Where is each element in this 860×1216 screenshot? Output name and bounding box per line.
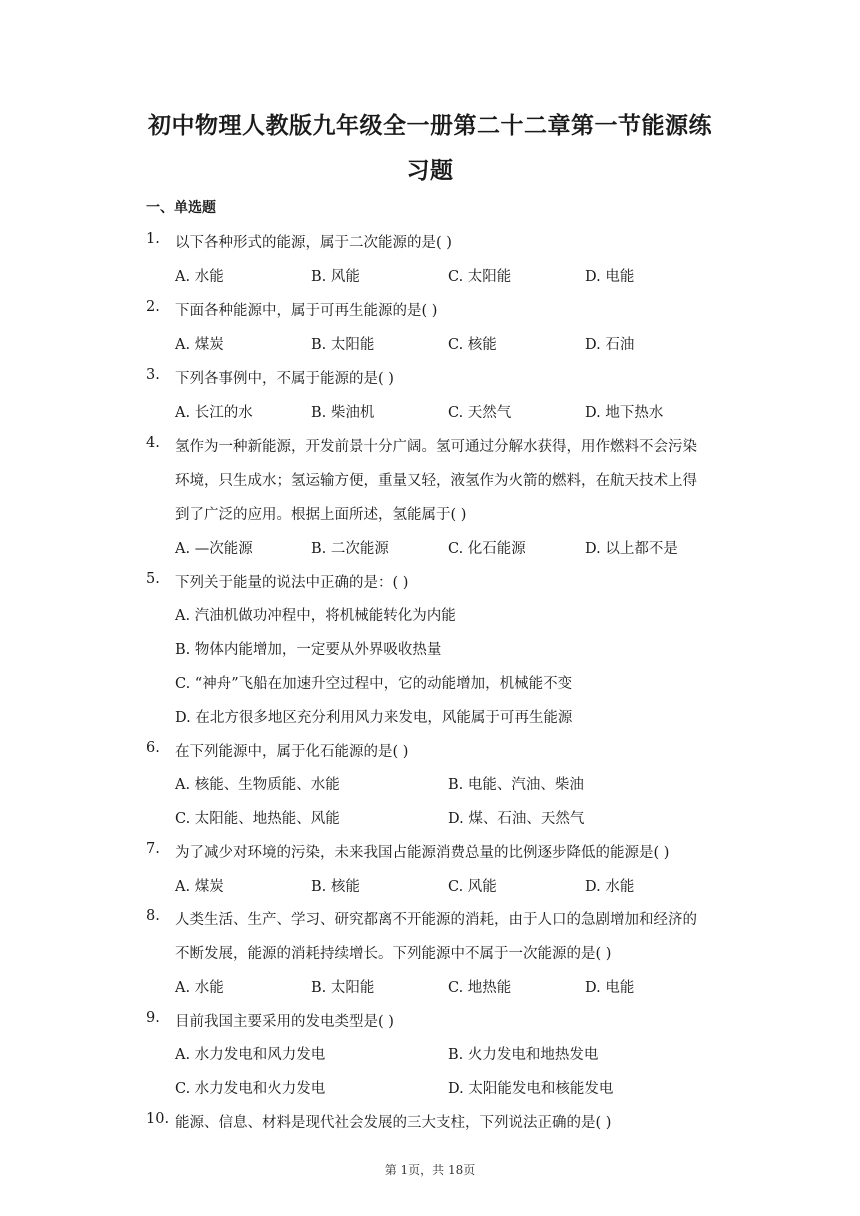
question-text: 不断发展，能源的消耗持续增长。下列能源中不属于一次能源的是( ) (175, 946, 612, 962)
question-text: 下列各事例中，不属于能源的是( ) (175, 371, 394, 387)
option-a: A. 水力发电和风力发电 (175, 1047, 326, 1063)
option-c: C. “神舟”飞船在加速升空过程中，它的动能增加，机械能不变 (175, 676, 573, 692)
option-d: D. 在北方很多地区充分利用风力来发电，风能属于可再生能源 (175, 710, 573, 726)
option-b: B. 太阳能 (311, 980, 375, 996)
question-text: 到了广泛的应用。根据上面所述，氢能属于( ) (175, 507, 467, 523)
option-d: D. 石油 (585, 337, 635, 353)
option-d: D. 煤、石油、天然气 (448, 811, 585, 827)
option-c: C. 核能 (448, 337, 497, 353)
question-text: 目前我国主要采用的发电类型是( ) (175, 1014, 394, 1030)
question-text: 氢作为一种新能源，开发前景十分广阔。氢可通过分解水获得，用作燃料不会污染 (175, 439, 697, 455)
option-a: A. 核能、生物质能、水能 (175, 777, 340, 793)
option-d: D. 以上都不是 (585, 541, 678, 557)
question-text: 环境，只生成水；氢运输方便，重量又轻，液氢作为火箭的燃料，在航天技术上得 (175, 473, 697, 489)
question-number: 10. (146, 1111, 170, 1127)
option-a: A. 水能 (175, 269, 224, 285)
option-c: C. 太阳能 (448, 269, 512, 285)
doc-title-line2: 习题 (406, 157, 454, 184)
option-a: A. —次能源 (175, 541, 253, 557)
option-b: B. 核能 (311, 879, 360, 895)
option-d: D. 太阳能发电和核能发电 (448, 1081, 614, 1097)
question-number: 2. (146, 299, 160, 315)
option-a: A. 煤炭 (175, 337, 224, 353)
option-c: C. 太阳能、地热能、风能 (175, 811, 340, 827)
option-a: A. 长江的水 (175, 405, 253, 421)
doc-title-line1: 初中物理人教版九年级全一册第二十二章第一节能源练 (148, 112, 712, 139)
option-a: A. 水能 (175, 980, 224, 996)
option-d: D. 地下热水 (585, 405, 664, 421)
question-text: 在下列能源中，属于化石能源的是( ) (175, 744, 409, 760)
option-b: B. 电能、汽油、柴油 (448, 777, 584, 793)
option-d: D. 水能 (585, 879, 635, 895)
option-d: D. 电能 (585, 980, 635, 996)
question-text: 下面各种能源中，属于可再生能源的是( ) (175, 303, 438, 319)
question-text: 下列关于能量的说法中正确的是：( ) (175, 575, 409, 591)
page-footer: 第 1页，共 18页 (384, 1163, 476, 1177)
option-b: B. 物体内能增加，一定要从外界吸收热量 (175, 642, 442, 658)
option-d: D. 电能 (585, 269, 635, 285)
question-text: 以下各种形式的能源，属于二次能源的是( ) (175, 235, 452, 251)
question-number: 3. (146, 367, 160, 383)
question-text: 能源、信息、材料是现代社会发展的三大支柱，下列说法正确的是( ) (175, 1115, 612, 1131)
option-b: B. 二次能源 (311, 541, 389, 557)
option-b: B. 太阳能 (311, 337, 375, 353)
option-c: C. 风能 (448, 879, 497, 895)
question-number: 9. (146, 1010, 160, 1026)
option-a: A. 汽油机做功冲程中，将机械能转化为内能 (175, 608, 456, 624)
option-b: B. 风能 (311, 269, 360, 285)
option-b: B. 柴油机 (311, 405, 375, 421)
section-heading: 一、单选题 (146, 200, 216, 216)
question-number: 5. (146, 571, 160, 587)
option-c: C. 地热能 (448, 980, 512, 996)
question-number: 6. (146, 740, 160, 756)
question-number: 4. (146, 435, 160, 451)
option-c: C. 水力发电和火力发电 (175, 1081, 326, 1097)
option-c: C. 天然气 (448, 405, 512, 421)
option-c: C. 化石能源 (448, 541, 526, 557)
option-a: A. 煤炭 (175, 879, 224, 895)
question-number: 7. (146, 841, 160, 857)
question-number: 8. (146, 908, 160, 924)
option-b: B. 火力发电和地热发电 (448, 1047, 599, 1063)
question-number: 1. (146, 231, 160, 247)
question-text: 人类生活、生产、学习、研究都离不开能源的消耗，由于人口的急剧增加和经济的 (175, 912, 697, 928)
question-text: 为了减少对环境的污染，未来我国占能源消费总量的比例逐步降低的能源是( ) (175, 845, 670, 861)
